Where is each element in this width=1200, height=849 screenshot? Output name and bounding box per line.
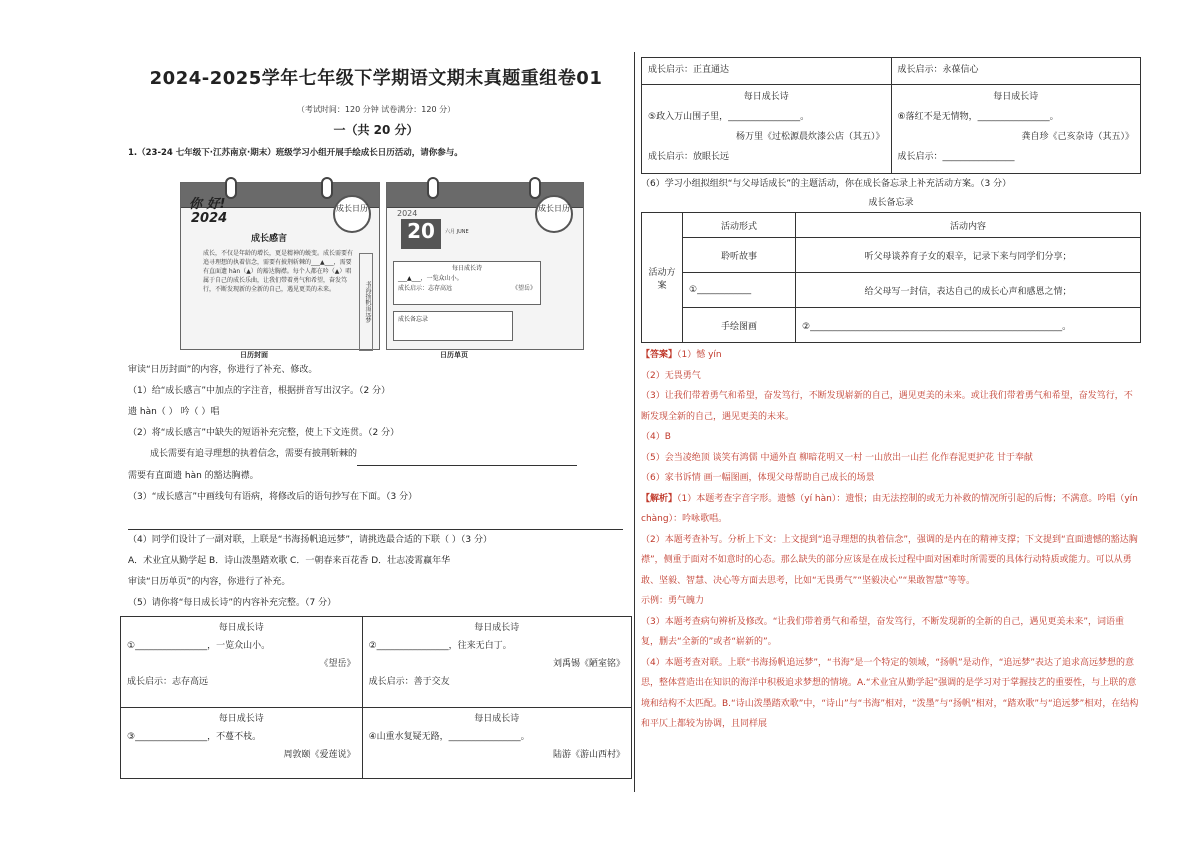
memo-row-label: 活动方案: [642, 213, 683, 343]
page-day: 20: [401, 219, 441, 249]
exam-info: （考试时间：120 分钟 试卷满分：120 分）: [296, 105, 456, 114]
poem-cell: 每日成长诗 ⑤政入万山围子里，________________。 杨万里《过松源晨炊漆公店（其五）》 成长启示：放眼长远: [642, 85, 892, 174]
cover-greeting: 你 好!: [189, 197, 226, 212]
cover-badge: 成长日历: [333, 195, 371, 233]
section-heading: 一（共 20 分）: [333, 123, 419, 137]
answer-section: 【答案】（1）憾 yín （2）无畏勇气 （3）让我们带着勇气和希望，奋发笃行，不断发现崭新的自己，遇见更美的未来。或让我们带着勇气和希望，奋发笃行，不断发现全新的自己，遇见更美的未来。 （4）B （5）会当凌绝顶 谈笑有鸿儒 中通外直 柳暗花明又一村 一山放出一山拦 化作春泥更护花 甘于奉献 （6）家书诉情 画一幅图画，体现父母帮助自己成长的场景 【解析】（1）本题考查字音字形。遗憾（yí hàn）：遗恨；由无法控制的或无力补救的情况所引起的后悔；不满意。吟唱（yín chàng）：吟咏歌唱。 （2）本题考查补写。分析上下文：上文提到“追寻理想的执着信念”，强调的是内在的精神支撑；下文提到“直面遗憾的豁达胸襟”，侧重于面对不如意时的心态。那么缺失的部分应该是在成长过程中面对困难时所需要的具体行动特质或能力。可以从勇敢、坚毅、智慧、决心等方面去思考，比如“无畏勇气”“坚毅决心”“果敢智慧”等等。 示例：勇气魄力 （3）本题考查病句辨析及修改。“让我们带着勇气和希望，奋发笃行，不断发现新的全新的自己，遇见更美未来”，词语重复，删去“全新的”或者“崭新的”。 （4）本题考查对联。上联“书海扬帆追远梦”，“书海”是一个特定的领域，“扬帆”是动作，“追远梦”表达了追求高远梦想的意思，整体营造出在知识的海洋中积极追求梦想的情境。A.“术业宜从勤学起”强调的是学习对于掌握技艺的重要性，与上联的意境和结构不太匹配。B.“诗山泼墨踏欢歌”中，“诗山”与“书海”相对，“泼墨”与“扬帆”相对，“踏欢歌”与“追远梦”相对，在结构和平仄上都较为协调，且同样展: [641, 350, 1139, 729]
column-divider: [634, 52, 635, 792]
caption-cover: 日历封面: [240, 351, 268, 359]
motto-text: 成长，不仅是年龄的增长，更是精神的蜕变。成长需要有追寻理想的执着信念，需要有披荆斩棘的___▲___，需要有直面遗 hàn（▲）的豁达胸襟。每个人都在吟（▲）唱属于自己的成长乐曲，让我们带着勇气和希望，奋发笃行，不断发现新的全新的自己，遇见更美的未来。: [203, 250, 354, 293]
poem-cell: 每日成长诗 ⑥落红不是无情物，________________。 龚自珍《己亥杂诗（其五）》 成长启示：________________: [891, 85, 1141, 174]
caption-page: 日历单页: [440, 351, 468, 359]
page-memo-box: 成长备忘录: [393, 311, 513, 341]
cover-year: 2024: [191, 211, 228, 226]
answer-blank[interactable]: [357, 444, 577, 466]
memo-title: 成长备忘录: [868, 198, 914, 208]
calendar-page: [386, 182, 584, 350]
couplet-vertical: 书海扬帆追远梦: [359, 253, 373, 351]
right-column: [641, 57, 1141, 735]
left-column: [120, 60, 632, 779]
poem-cell: 每日成长诗 ①________________，一览众山小。 《望岳》 成长启示：志存高远: [121, 617, 363, 708]
memo-table: 活动方案 活动形式 活动内容 聆听故事 听父母谈养育子女的艰辛，记录下来与同学们分享； ①____________ 给父母写一封信，表达自己的成长心声和感恩之情； 手绘图画 ②________________________________________________________。: [641, 212, 1141, 343]
page-poem-box: 每日成长诗 ___▲___，一览众山小。 成长启示：志存高远 《望岳》: [393, 261, 541, 305]
motto-title: 成长感言: [251, 234, 288, 244]
question-body: 审读“日历封面”的内容，你进行了补充、修改。 （1）给“成长感言”中加点的字注音，根据拼音写出汉字。（2 分） 遗 hàn（ ） 吟（ ）唱 （2）将“成长感言”中缺失的短语补充完整，使上下文连贯。（2 分） 成长需要有追寻理想的执着信念，需要有披荆斩棘的 需要有直面遗 hàn 的豁达胸襟。 （3）“成长感言”中画线句有语病，将修改后的语句抄写在下面。（3 分） （4）同学们设计了一副对联，上联是“书海扬帆追远梦”，请挑选最合适的下联（ ）（3 分） A．术业宜从勤学起 B．诗山泼墨踏欢歌 C．一朝春来百花香 D．壮志凌霄赢年华 审读“日历单页”的内容，你进行了补充。 （5）请你将“每日成长诗”的内容补充完整。（7 分）: [128, 360, 632, 614]
poem-cell: 每日成长诗 ②________________，往来无白丁。 刘禹锡《陋室铭》 成长启示：善于交友: [362, 617, 631, 708]
question-1-intro: 1.（23-24 七年级下·江苏南京·期末）班级学习小组开展手绘成长日历活动，请你参与。: [128, 148, 463, 158]
question-6: （6）学习小组拟组织“与父母话成长”的主题活动，你在成长备忘录上补充活动方案。（3 分）: [641, 179, 1012, 189]
page-month: 六月 JUNE: [445, 229, 469, 235]
poem-table: [120, 616, 632, 779]
poem-cell: 每日成长诗 ④山重水复疑无路，________________。 陆游《游山西村》: [362, 708, 631, 779]
page-title: 2024-2025学年七年级下学期语文期末真题重组卷01: [149, 68, 603, 89]
poem-cell: 每日成长诗 ③________________，不蔓不枝。 周敦颐《爱莲说》: [121, 708, 363, 779]
answer-blank[interactable]: [128, 508, 623, 530]
poem-table-continued: 成长启示：正直通达 成长启示：永葆信心 每日成长诗 ⑤政入万山围子里，________________。 杨万里《过松源晨炊漆公店（其五）》 成长启示：放眼长远 每日成长诗 ⑥落红不是无情物，________________。 龚自珍《己亥杂诗（其五）》 成长启示：________________: [641, 57, 1141, 174]
page-badge: 成长日历: [535, 195, 573, 233]
calendar-cover: [180, 182, 380, 350]
calendar-illustration: [120, 164, 632, 360]
page-year: 2024: [397, 209, 418, 218]
